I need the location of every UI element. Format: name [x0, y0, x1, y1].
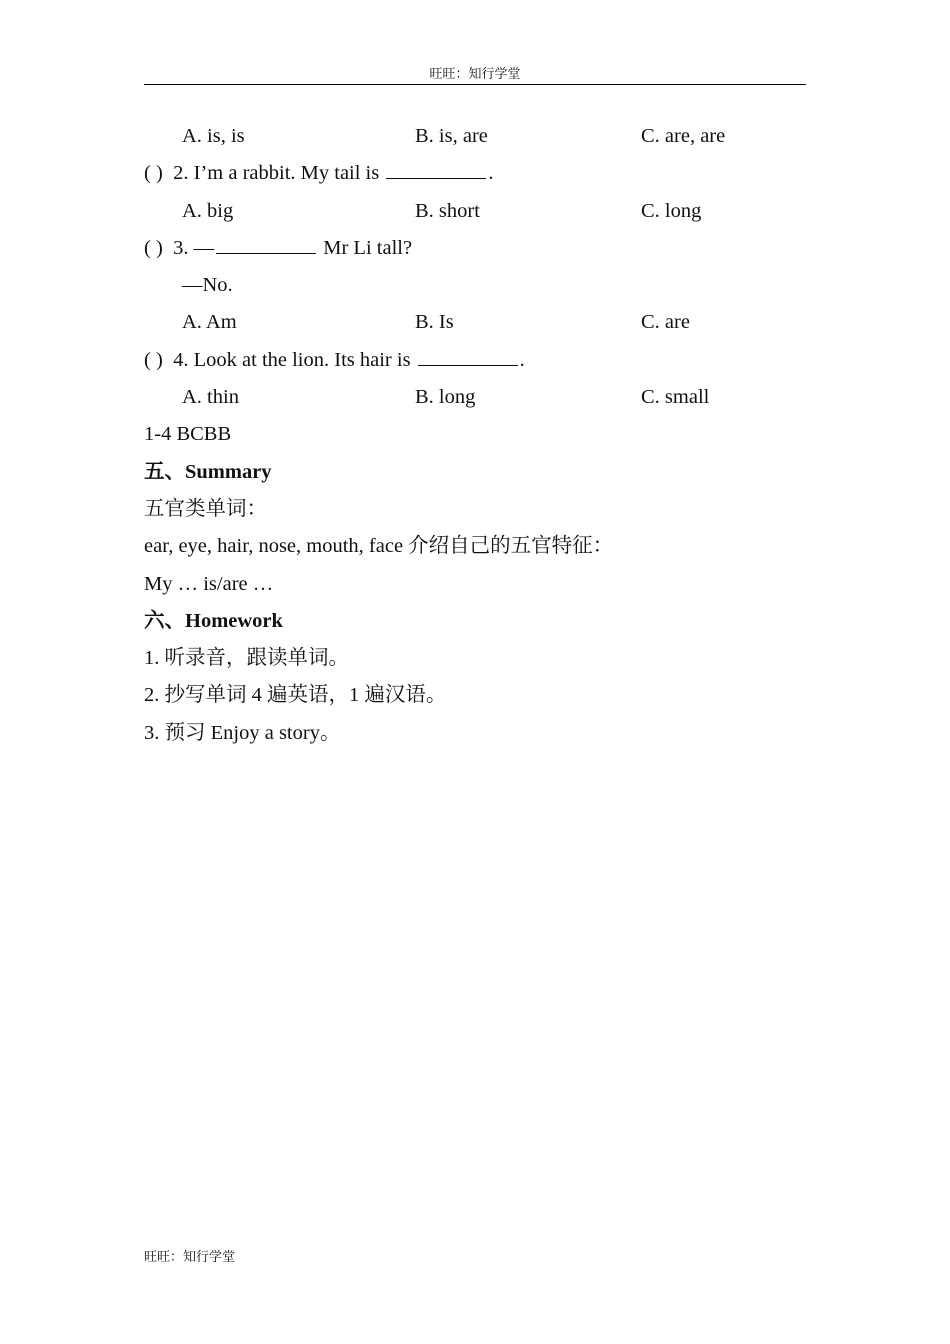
q2-option-b: B. short [415, 199, 480, 222]
q3-answer-paren: ( ) [144, 236, 163, 259]
q2-options [144, 193, 806, 230]
q2-text-after: . [488, 162, 494, 185]
homework-item-3: 3. 预习 Enjoy a story。 [144, 721, 341, 744]
summary-line-3: My … is/are … [144, 572, 274, 595]
q3-option-a: A. Am [182, 311, 237, 334]
q1-options [144, 118, 806, 155]
homework-item-2: 2. 抄写单词 4 遍英语，1 遍汉语。 [144, 684, 447, 707]
q4-answer-paren: ( ) [144, 348, 163, 371]
answer-key: 1-4 BCBB [144, 423, 232, 446]
q3-options [144, 304, 806, 341]
summary-line-2: ear, eye, hair, nose, mouth, face 介绍自己的五官特征： [144, 535, 614, 558]
page-footer: 旺旺：知行学堂 [144, 1249, 236, 1264]
q3-option-c: C. are [641, 311, 690, 334]
q2-stem [144, 155, 806, 192]
q3-reply: —No. [182, 274, 233, 297]
homework-item-1: 1. 听录音，跟读单词。 [144, 647, 349, 670]
q2-option-a: A. big [182, 199, 234, 222]
q4-option-c: C. small [641, 386, 710, 409]
q4-options [144, 379, 806, 416]
homework-heading: 六、Homework [144, 609, 283, 632]
q3-stem [144, 230, 806, 267]
summary-line-1: 五官类单词： [144, 497, 267, 520]
page-header: 旺旺：知行学堂 [144, 64, 806, 85]
q2-text-before: 2. I’m a rabbit. My tail is [173, 162, 380, 185]
q4-stem [144, 342, 806, 379]
q4-option-a: A. thin [182, 386, 239, 409]
q4-text-before: 4. Look at the lion. Its hair is [173, 348, 411, 371]
q3-text-before: 3. — [173, 236, 215, 259]
q3-text-after: Mr Li tall? [323, 236, 413, 259]
q3-option-b: B. Is [415, 311, 454, 334]
q1-option-b: B. is, are [415, 125, 488, 147]
q4-option-b: B. long [415, 386, 476, 409]
q4-blank [418, 364, 518, 366]
q1-option-a: A. is, is [182, 125, 245, 147]
q2-blank [386, 177, 486, 179]
q2-answer-paren: ( ) [144, 162, 163, 185]
document-body [144, 118, 806, 752]
q4-text-after: . [519, 348, 525, 371]
q1-option-c: C. are, are [641, 125, 726, 147]
q3-blank [216, 252, 316, 254]
summary-heading: 五、Summary [144, 460, 272, 483]
q2-option-c: C. long [641, 199, 702, 222]
